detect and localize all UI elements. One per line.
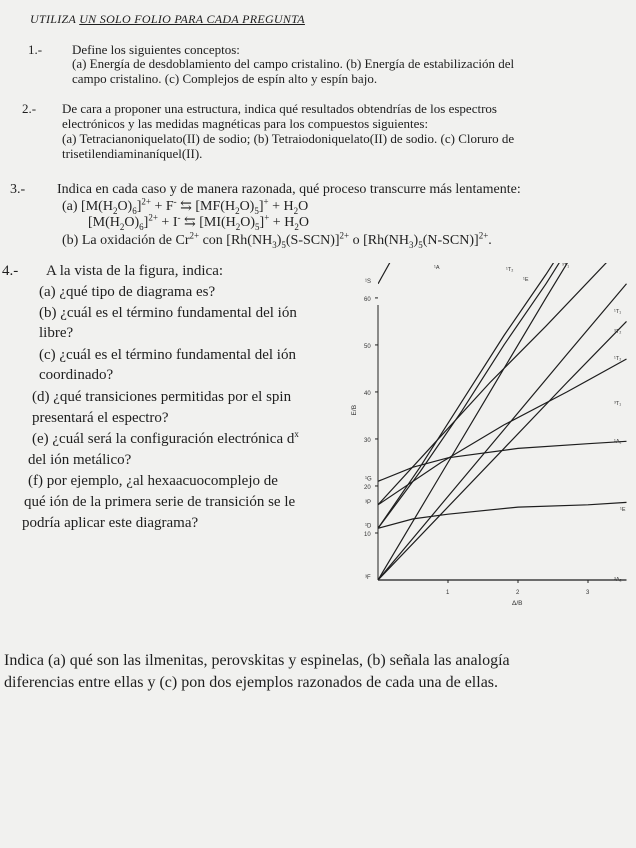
footer-line2: diferencias entre ellas y (c) pon dos ejemplos razonados de cada una de ellas. [4,674,499,691]
free-ion-term-label: ¹S [365,278,371,285]
q4-number: 4.- [2,263,19,279]
q2-line1: De cara a proponer una estructura, indica qué resultados obtendrías de los espectros [62,101,497,116]
q2-line2: electrónicos y las medidas magnéticas para los compuestos siguientes: [62,116,429,131]
q1-line1: (a) Energía de desdoblamiento del campo cristalino. (b) Energía de estabilización del [72,56,515,71]
footer-question [4,650,636,694]
y-tick-label: 50 [364,343,371,350]
series-label: ³A₂ [614,577,622,583]
x-tick-label: 2 [516,590,520,596]
series-label: ¹T₂ [614,356,622,362]
series-line-9 [378,502,627,528]
series-line-5 [378,284,627,580]
y-tick-label: 20 [364,484,371,491]
q3-number: 3.- [10,182,26,197]
y-tick-label: 30 [364,437,371,444]
free-ion-term-label: ¹G [365,476,372,483]
q2-line4: trisetilendiaminaníquel(II). [62,146,203,161]
q2-line3: (a) Tetracianoniquelato(II) de sodio; (b) Tetraiodoniquelato(II) de sodio. (c) Cloruro de [62,131,515,146]
header-underlined: UN SOLO FOLIO PARA CADA PREGUNTA [79,12,305,26]
q3-eq2: $[M(H_2O)_6]^{2+} + I^-$ ⇆ $[MI(H_2O)_5]^+ + H_2O$ [88,212,309,232]
x-axis-label: Δ/B [512,600,523,607]
header-prefix: UTILIZA [30,12,80,26]
x-tick-label: 1 [446,590,450,596]
y-tick-label: 60 [364,296,371,303]
series-label: ¹E [523,277,529,283]
series-line-1 [378,255,592,528]
x-tick-label: 3 [586,590,590,596]
free-ion-term-label: ¹D [365,523,372,530]
q4-line6: coordinado? [39,367,114,383]
q1-title: Define los siguientes conceptos: [72,42,240,57]
q4-line8: presentará el espectro? [32,410,169,426]
exam-header [30,12,305,27]
series-line-3 [378,255,609,580]
footer-line1: Indica (a) qué son las ilmenitas, perovskitas y espinelas, (b) señala las analogía [4,652,510,669]
series-label: ¹E [620,507,626,513]
series-label: ¹T₁ [614,309,622,315]
free-ion-term-label: ³F [365,575,371,581]
q4-line3: (b) ¿cuál es el término fundamental del ión [39,305,297,321]
series-label: ¹A₁ [614,439,622,445]
q4-line10: del ión metálico? [28,452,132,468]
series-label: ¹T₂ [506,267,514,273]
q2-number: 2.- [22,101,37,116]
series-label: ³T₁ [562,263,570,269]
y-tick-label: 10 [364,531,371,538]
series-label: ¹A [434,265,440,271]
q4-line12: qué ión de la primera serie de transición se le [24,494,296,510]
y-tick-label: 40 [364,390,371,397]
y-axis-label: E/B [351,404,358,416]
q3-title: Indica en cada caso y de manera razonada, qué proceso transcurre más lentamente: [57,182,521,197]
q4-line9: (e) ¿cuál será la configuración electrónica $d^x$ [32,429,299,447]
q4-line4: libre? [39,325,74,341]
q1-number: 1.- [28,42,43,57]
q4-line7: (d) ¿qué transiciones permitidas por el spin [32,389,292,405]
q4-line13: podría aplicar este diagrama? [22,515,199,531]
q4-line2: (a) ¿qué tipo de diagrama es? [39,284,216,300]
q4-line5: (c) ¿cuál es el término fundamental del ión [39,347,296,363]
q3-b: (b) La oxidación de $Cr^{2+}$ con $[Rh(NH_3)_5(S-SCN)]^{2+}$ o $[Rh(NH_3)_5(N-SCN)]^{2+}$. [62,230,492,250]
free-ion-term-label: ³P [365,499,371,506]
series-label: ³T₂ [614,329,622,335]
q1-line2: campo cristalino. (c) Complejos de espín alto y espín bajo. [72,71,378,86]
q3-eq1: (a) $[M(H_2O)_6]^{2+} + F^-$ ⇆ $[MF(H_2O)_5]^+ + H_2O$ [62,196,309,216]
q4-line11: (f) por ejemplo, ¿al hexaacuocomplejo de [28,473,278,489]
series-label: ³T₁ [614,401,622,407]
series-line-8 [378,441,627,481]
q4-line1: A la vista de la figura, indica: [46,263,224,279]
tanabe-sugano-diagram [330,255,636,620]
